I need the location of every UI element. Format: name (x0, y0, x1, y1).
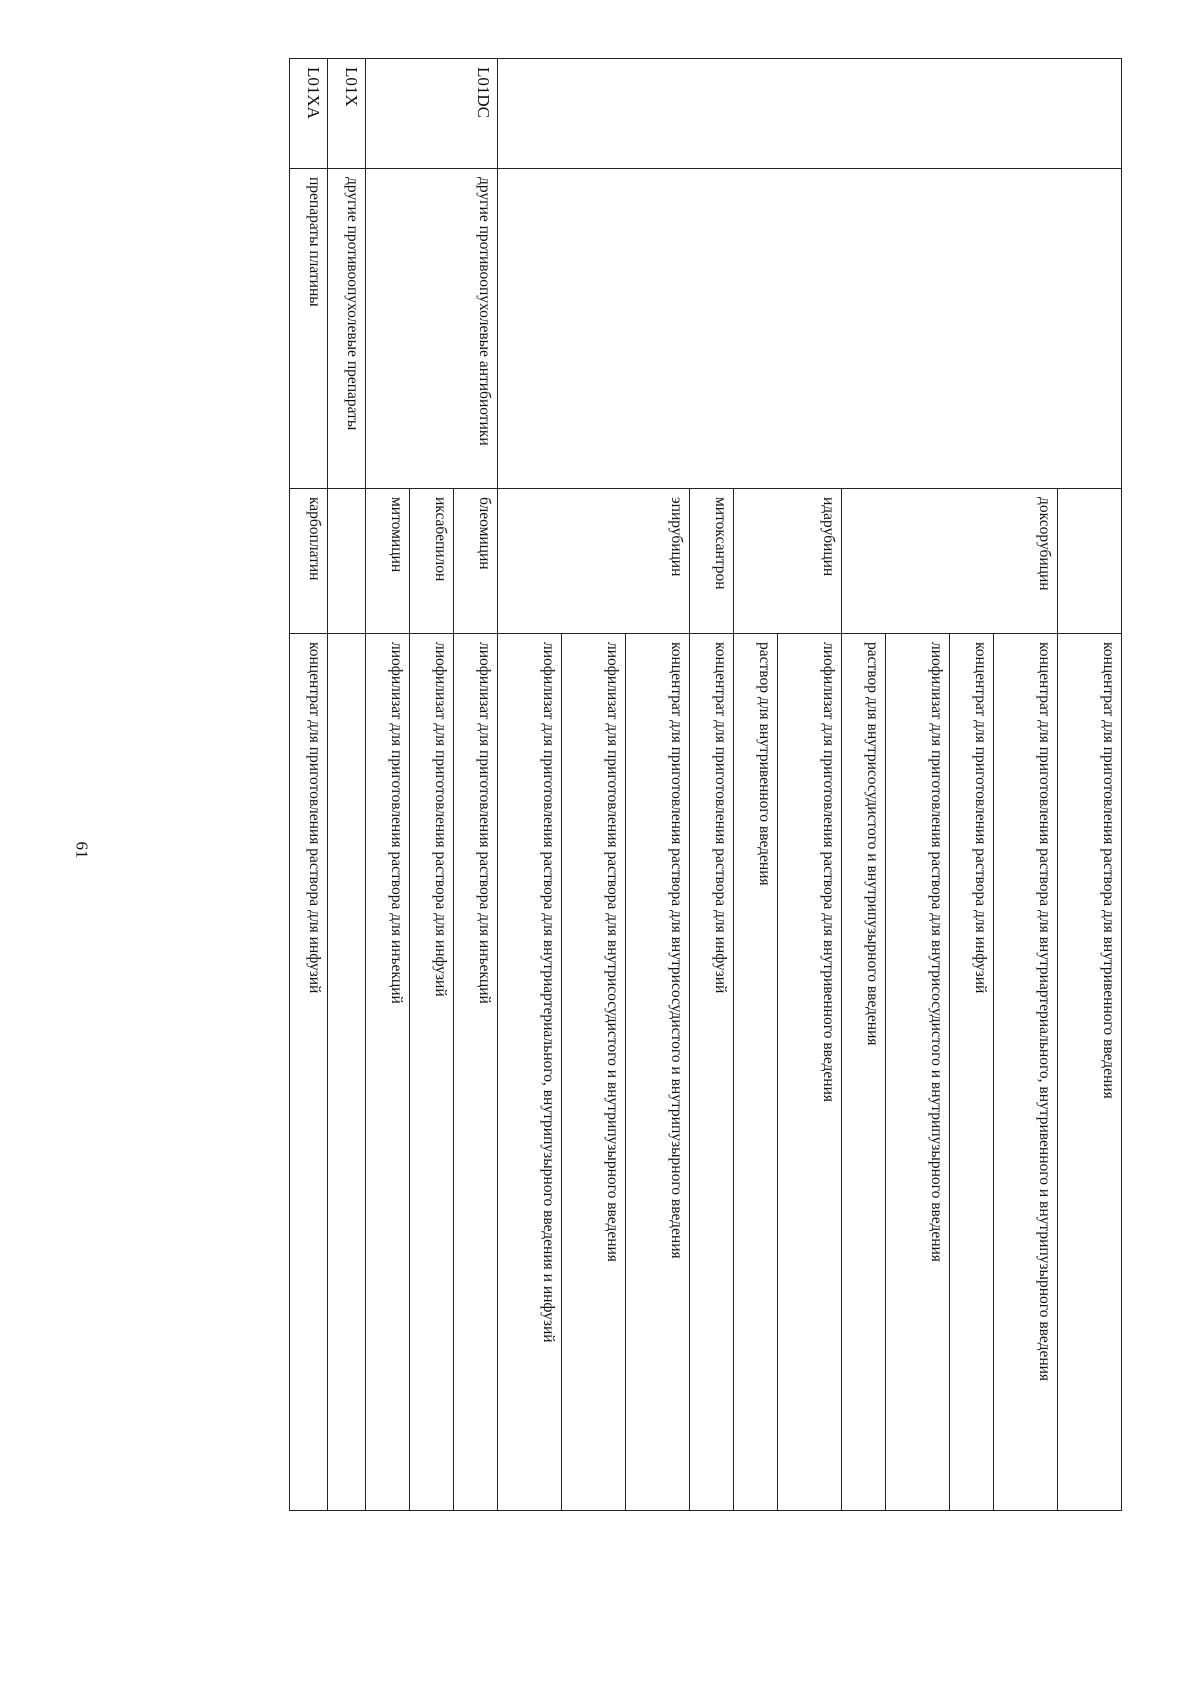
page-number: 61 (72, 841, 92, 859)
drug-name-cell (1058, 489, 1122, 634)
table-container (172, 58, 1122, 1510)
dosage-form-cell: лиофилизат для приготовления раствора для инфузий (410, 634, 454, 1511)
drug-name-cell (328, 489, 366, 634)
atc-code-cell: L01X (328, 59, 366, 169)
drug-name-cell: блеомицин (454, 489, 498, 634)
dosage-form-cell: лиофилизат для приготовления раствора для внутрисосудистого и внутрипузырного введения (562, 634, 626, 1511)
drug-name-cell: доксорубицин (842, 489, 1058, 634)
drug-name-cell: карбоплатин (290, 489, 328, 634)
atc-code-cell: L01DC (366, 59, 498, 169)
dosage-form-cell: концентрат для приготовления раствора для инфузий (690, 634, 734, 1511)
group-cell: препараты платины (290, 169, 328, 489)
drug-name-cell: идарубицин (734, 489, 842, 634)
table-row (1058, 59, 1122, 1511)
atc-code-cell: L01XA (290, 59, 328, 169)
dosage-form-cell: концентрат для приготовления раствора для внутриартериального, внутривенного и внутрипузырного введения (994, 634, 1058, 1511)
table-row (290, 59, 328, 1511)
dosage-form-cell: лиофилизат для приготовления раствора для инъекций (454, 634, 498, 1511)
dosage-form-cell: лиофилизат для приготовления раствора для внутриартериального, внутрипузырного введения и инфузий (498, 634, 562, 1511)
drug-name-cell: иксабепилон (410, 489, 454, 634)
table-row (328, 59, 366, 1511)
group-cell: другие противоопухолевые препараты (328, 169, 366, 489)
dosage-form-cell: лиофилизат для приготовления раствора для внутривенного введения (778, 634, 842, 1511)
drug-name-cell: эпирубицин (498, 489, 690, 634)
dosage-form-cell: лиофилизат для приготовления раствора для инъекций (366, 634, 410, 1511)
dosage-form-cell: раствор для внутрисосудистого и внутрипузырного введения (842, 634, 886, 1511)
atc-code-cell (498, 59, 1122, 169)
table-row (454, 59, 498, 1511)
dosage-form-cell: концентрат для приготовления раствора для инфузий (950, 634, 994, 1511)
dosage-form-cell: концентрат для приготовления раствора для внутривенного введения (1058, 634, 1122, 1511)
drug-name-cell: митоксантрон (690, 489, 734, 634)
drug-name-cell: митомицин (366, 489, 410, 634)
group-cell: другие противоопухолевые антибиотики (366, 169, 498, 489)
dosage-form-cell: лиофилизат для приготовления раствора для внутрисосудистого и внутрипузырного введения (886, 634, 950, 1511)
drug-table (289, 58, 1122, 1511)
dosage-form-cell: раствор для внутривенного введения (734, 634, 778, 1511)
dosage-form-cell: концентрат для приготовления раствора для инфузий (290, 634, 328, 1511)
rotated-page (172, 58, 1122, 1510)
dosage-form-cell: концентрат для приготовления раствора для внутрисосудистого и внутрипузырного введения (626, 634, 690, 1511)
dosage-form-cell (328, 634, 366, 1511)
group-cell (498, 169, 1122, 489)
